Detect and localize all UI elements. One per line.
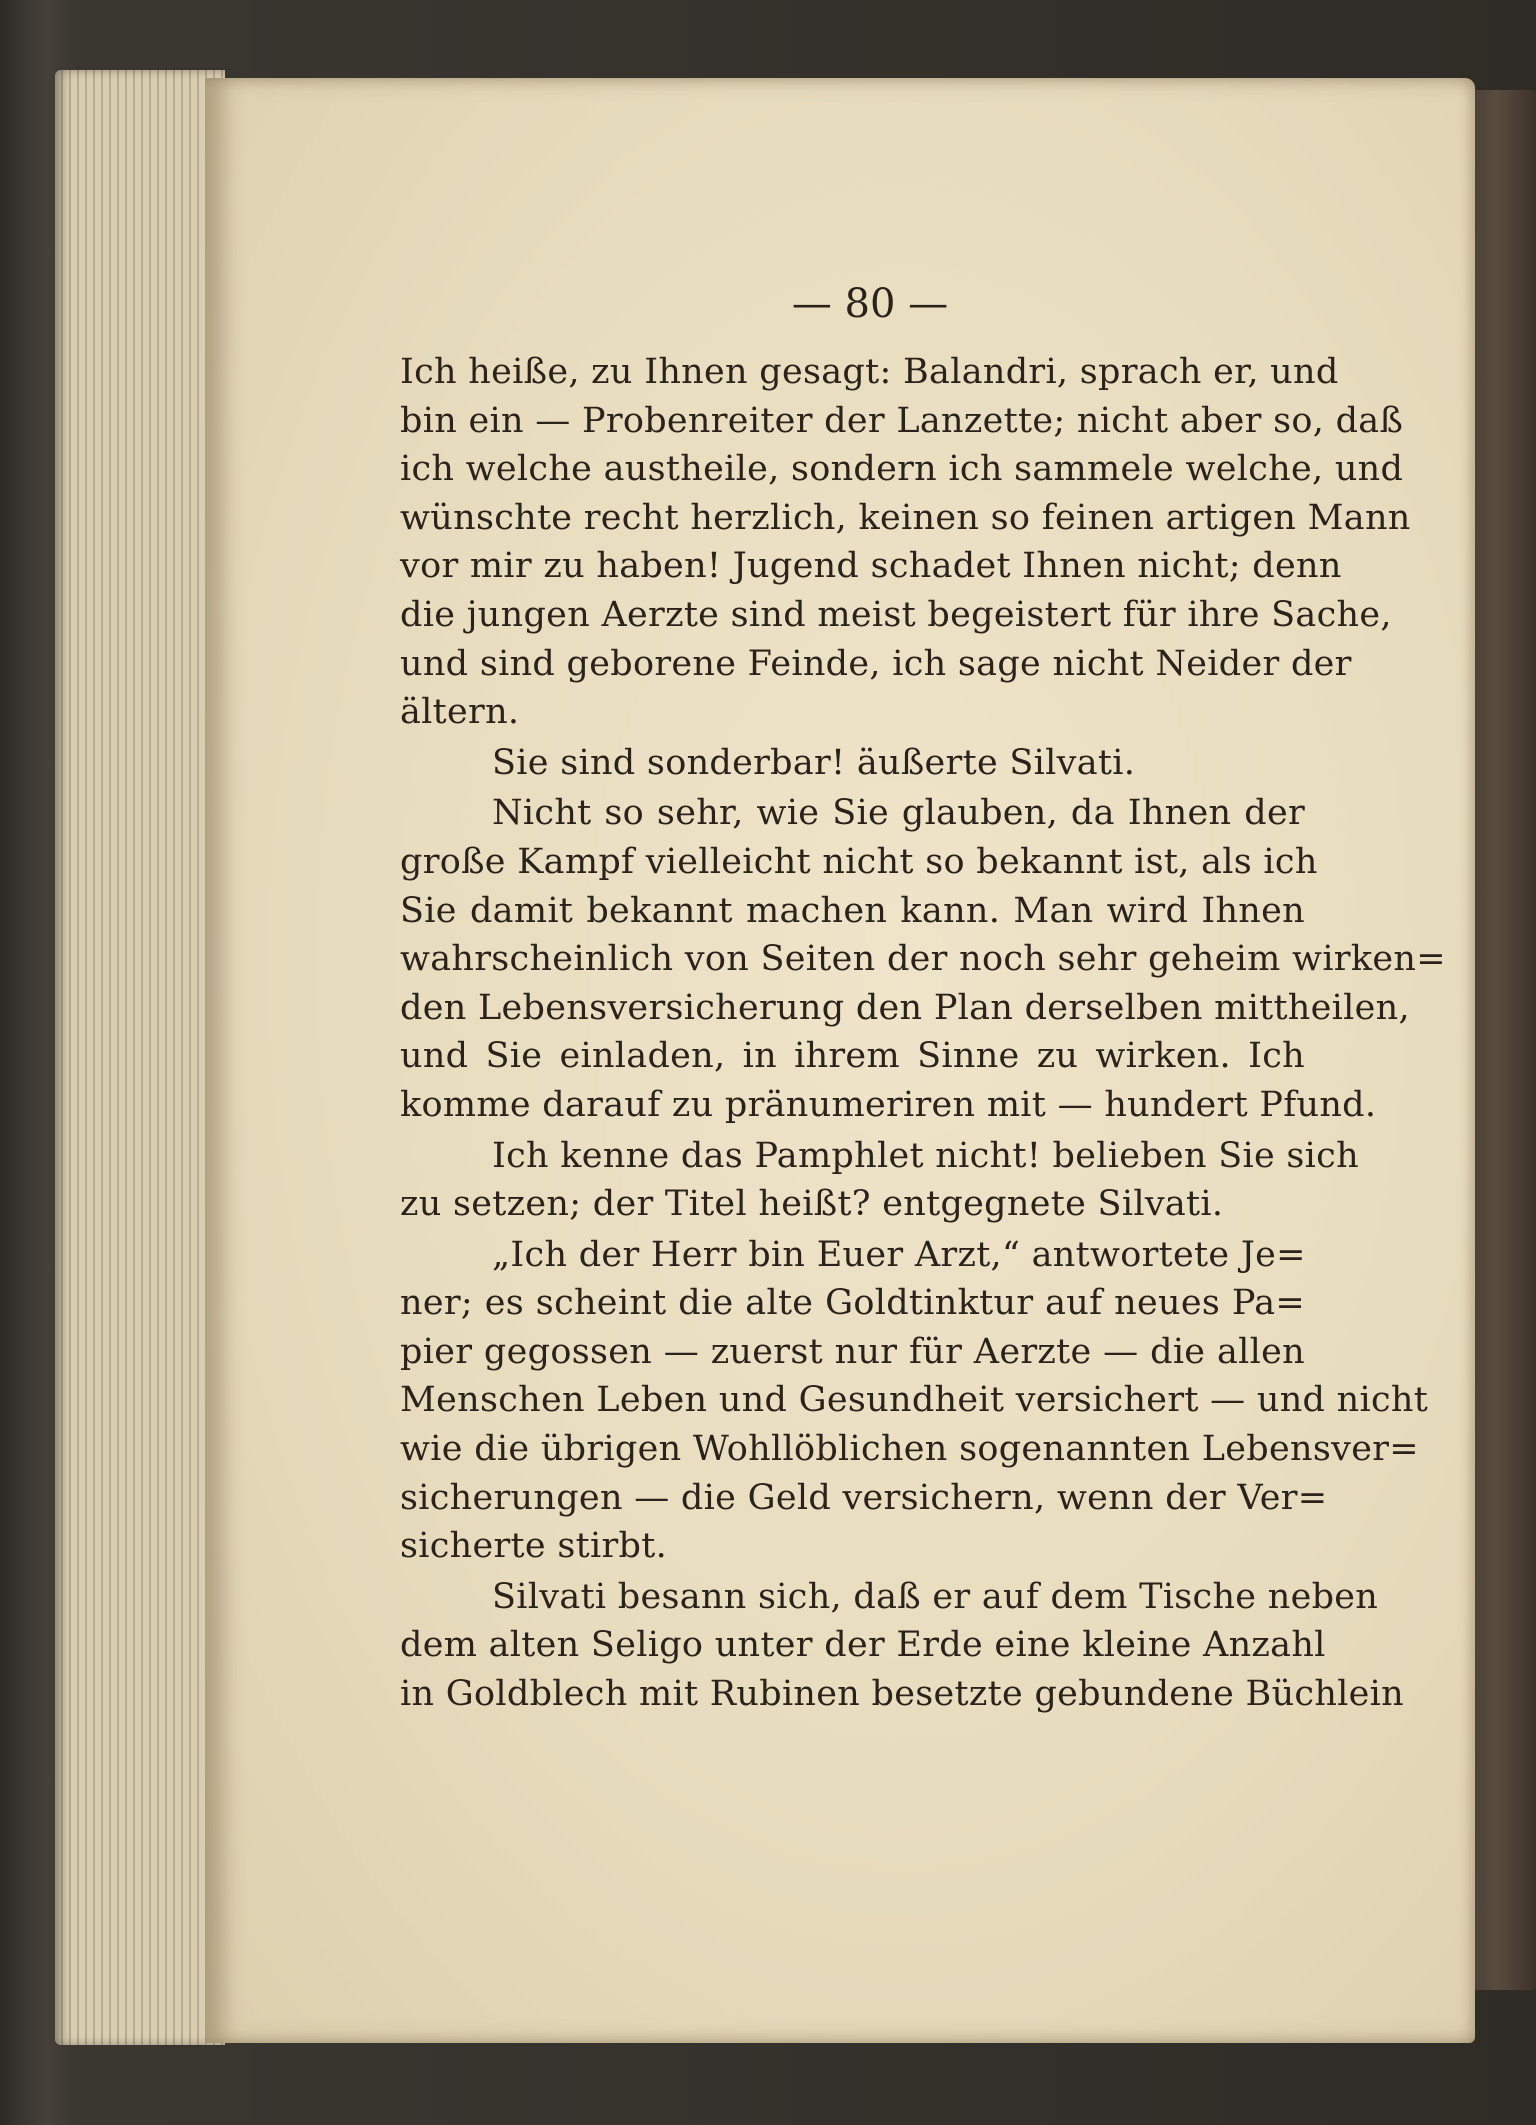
text-line: bin ein — Probenreiter der Lanzette; nicht aber so, daß: [400, 400, 1404, 441]
text-line: und sind geborene Feinde, ich sage nicht Neider der: [400, 643, 1352, 684]
text-line: vor mir zu haben! Jugend schadet Ihnen nicht; denn: [400, 546, 1342, 587]
text-line: Sie sind sonderbar! äußerte Silvati.: [492, 742, 1136, 783]
text-line: ich welche austheile, sondern ich sammele welche, und: [400, 449, 1404, 490]
text-line: sicherte stirbt.: [400, 1526, 667, 1567]
body-text: [400, 348, 1446, 1719]
text-line: wie die übrigen Wohllöblichen sogenannten Lebensver=: [400, 1429, 1419, 1470]
paragraph: [400, 1132, 1359, 1229]
text-line: Nicht so sehr, wie Sie glauben, da Ihnen der: [492, 793, 1305, 834]
page-number-header: — 80 —: [791, 281, 949, 327]
paragraph: [400, 739, 1305, 788]
paragraph: [400, 789, 1446, 1129]
text-line: Ich kenne das Pamphlet nicht! belieben Sie sich: [492, 1135, 1359, 1176]
text-line: in Goldblech mit Rubinen besetzte gebundene Büchlein: [400, 1674, 1405, 1715]
text-line: und Sie einladen, in ihrem Sinne zu wirken. Ich: [400, 1036, 1305, 1077]
text-line: komme darauf zu pränumeriren mit — hundert Pfund.: [400, 1084, 1377, 1125]
text-line: die jungen Aerzte sind meist begeistert für ihre Sache,: [400, 594, 1392, 635]
text-line: „Ich der Herr bin Euer Arzt,“ antwortete Je=: [492, 1234, 1306, 1275]
page-stack-edge: [55, 70, 225, 2045]
text-line: zu setzen; der Titel heißt? entgegnete Silvati.: [400, 1184, 1224, 1225]
text-line: dem alten Seligo unter der Erde eine kleine Anzahl: [400, 1625, 1326, 1666]
text-line: sicherungen — die Geld versichern, wenn der Ver=: [400, 1477, 1328, 1518]
paragraph: [400, 348, 1411, 737]
text-line: ältern.: [400, 692, 520, 733]
text-line: Ich heiße, zu Ihnen gesagt: Balandri, sprach er, und: [400, 352, 1339, 392]
text-line: Sie damit bekannt machen kann. Man wird Ihnen: [400, 890, 1305, 931]
text-line: ner; es scheint die alte Goldtinktur auf neues Pa=: [400, 1283, 1305, 1324]
paragraph: [400, 1573, 1405, 1719]
paragraph: [400, 1231, 1429, 1571]
text-line: wünschte recht herzlich, keinen so feinen artigen Mann: [400, 497, 1411, 538]
book-cover-edge: [1470, 90, 1536, 1990]
text-line: große Kampf vielleicht nicht so bekannt ist, als ich: [400, 841, 1318, 882]
text-line: pier gegossen — zuerst nur für Aerzte — die allen: [400, 1331, 1305, 1372]
text-line: den Lebensversicherung den Plan derselben mittheilen,: [400, 987, 1410, 1028]
text-line: Silvati besann sich, daß er auf dem Tische neben: [492, 1576, 1379, 1617]
text-line: Menschen Leben und Gesundheit versichert — und nicht: [400, 1380, 1429, 1421]
text-line: wahrscheinlich von Seiten der noch sehr geheim wirken=: [400, 939, 1446, 980]
